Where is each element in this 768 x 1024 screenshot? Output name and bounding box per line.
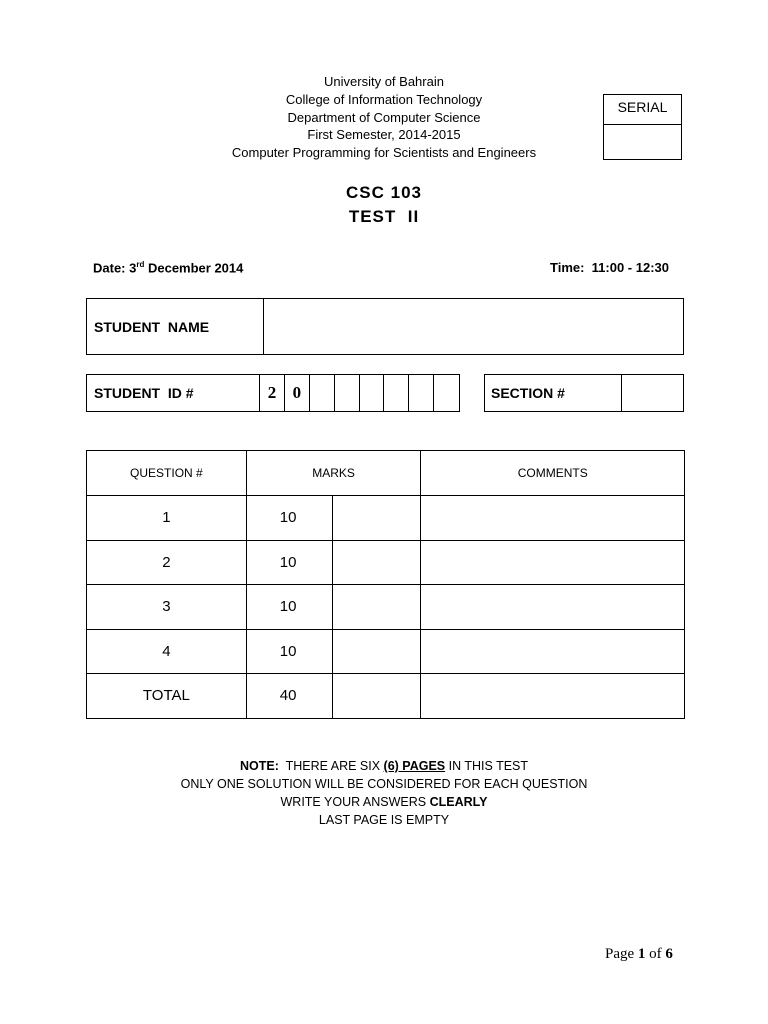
note-line-pages: NOTE: THERE ARE SIX (6) PAGES IN THIS TEST bbox=[239, 759, 529, 773]
student-id-digit[interactable] bbox=[335, 375, 360, 411]
header-question: QUESTION # bbox=[87, 451, 247, 496]
obtained-marks[interactable] bbox=[332, 540, 421, 585]
department-name: Department of Computer Science bbox=[287, 109, 481, 125]
question-number: 3 bbox=[87, 585, 247, 630]
student-id-label: STUDENT ID # bbox=[87, 375, 260, 411]
total-comment-cell[interactable] bbox=[421, 674, 685, 719]
semester: First Semester, 2014-2015 bbox=[307, 127, 461, 143]
max-marks: 10 bbox=[246, 540, 332, 585]
table-row bbox=[87, 629, 685, 674]
comment-cell[interactable] bbox=[421, 585, 685, 630]
note-line-clearly: WRITE YOUR ANSWERS CLEARLY bbox=[280, 795, 488, 809]
section-label: SECTION # bbox=[485, 375, 622, 411]
section-field[interactable] bbox=[622, 375, 683, 411]
student-id-digit[interactable]: 0 bbox=[285, 375, 310, 411]
max-marks: 10 bbox=[246, 629, 332, 674]
table-row bbox=[87, 585, 685, 630]
total-obtained-marks[interactable] bbox=[332, 674, 421, 719]
student-id-digit[interactable]: 2 bbox=[260, 375, 285, 411]
student-name-label: STUDENT NAME bbox=[87, 299, 264, 354]
comment-cell[interactable] bbox=[421, 540, 685, 585]
obtained-marks[interactable] bbox=[332, 496, 421, 541]
table-row bbox=[87, 496, 685, 541]
course-full-name: Computer Programming for Scientists and Engineers bbox=[231, 145, 537, 161]
college-name: College of Information Technology bbox=[285, 91, 483, 107]
table-row bbox=[87, 540, 685, 585]
comment-cell[interactable] bbox=[421, 629, 685, 674]
exam-date: Date: 3rd December 2014 bbox=[93, 260, 244, 276]
note-line-solution: ONLY ONE SOLUTION WILL BE CONSIDERED FOR EACH QUESTION bbox=[180, 777, 588, 791]
student-name-box bbox=[86, 298, 684, 355]
serial-box bbox=[603, 94, 682, 160]
table-row-total bbox=[87, 674, 685, 719]
total-label: TOTAL bbox=[87, 674, 247, 719]
marks-table-header bbox=[87, 451, 685, 496]
serial-label: SERIAL bbox=[604, 95, 681, 125]
obtained-marks[interactable] bbox=[332, 629, 421, 674]
test-name: TEST II bbox=[348, 207, 420, 226]
exam-header bbox=[134, 73, 634, 162]
student-id-digit[interactable] bbox=[360, 375, 385, 411]
student-id-digit[interactable] bbox=[434, 375, 459, 411]
marks-table bbox=[86, 450, 685, 719]
question-number: 1 bbox=[87, 496, 247, 541]
course-code: CSC 103 bbox=[346, 183, 422, 202]
obtained-marks[interactable] bbox=[332, 585, 421, 630]
exam-notes bbox=[134, 757, 634, 829]
max-marks: 10 bbox=[246, 585, 332, 630]
student-id-digit[interactable] bbox=[409, 375, 434, 411]
header-marks: MARKS bbox=[246, 451, 421, 496]
section-box bbox=[484, 374, 684, 412]
page-number: Page 1 of 6 bbox=[605, 946, 673, 962]
max-marks: 10 bbox=[246, 496, 332, 541]
total-max-marks: 40 bbox=[246, 674, 332, 719]
course-title bbox=[234, 181, 534, 229]
note-line-empty: LAST PAGE IS EMPTY bbox=[318, 813, 450, 827]
exam-time: Time: 11:00 - 12:30 bbox=[550, 260, 669, 275]
student-id-box bbox=[86, 374, 460, 412]
question-number: 4 bbox=[87, 629, 247, 674]
university-name: University of Bahrain bbox=[324, 74, 444, 89]
student-id-digit[interactable] bbox=[310, 375, 335, 411]
student-id-digit[interactable] bbox=[384, 375, 409, 411]
question-number: 2 bbox=[87, 540, 247, 585]
header-comments: COMMENTS bbox=[421, 451, 685, 496]
comment-cell[interactable] bbox=[421, 496, 685, 541]
student-name-field[interactable] bbox=[264, 299, 683, 354]
